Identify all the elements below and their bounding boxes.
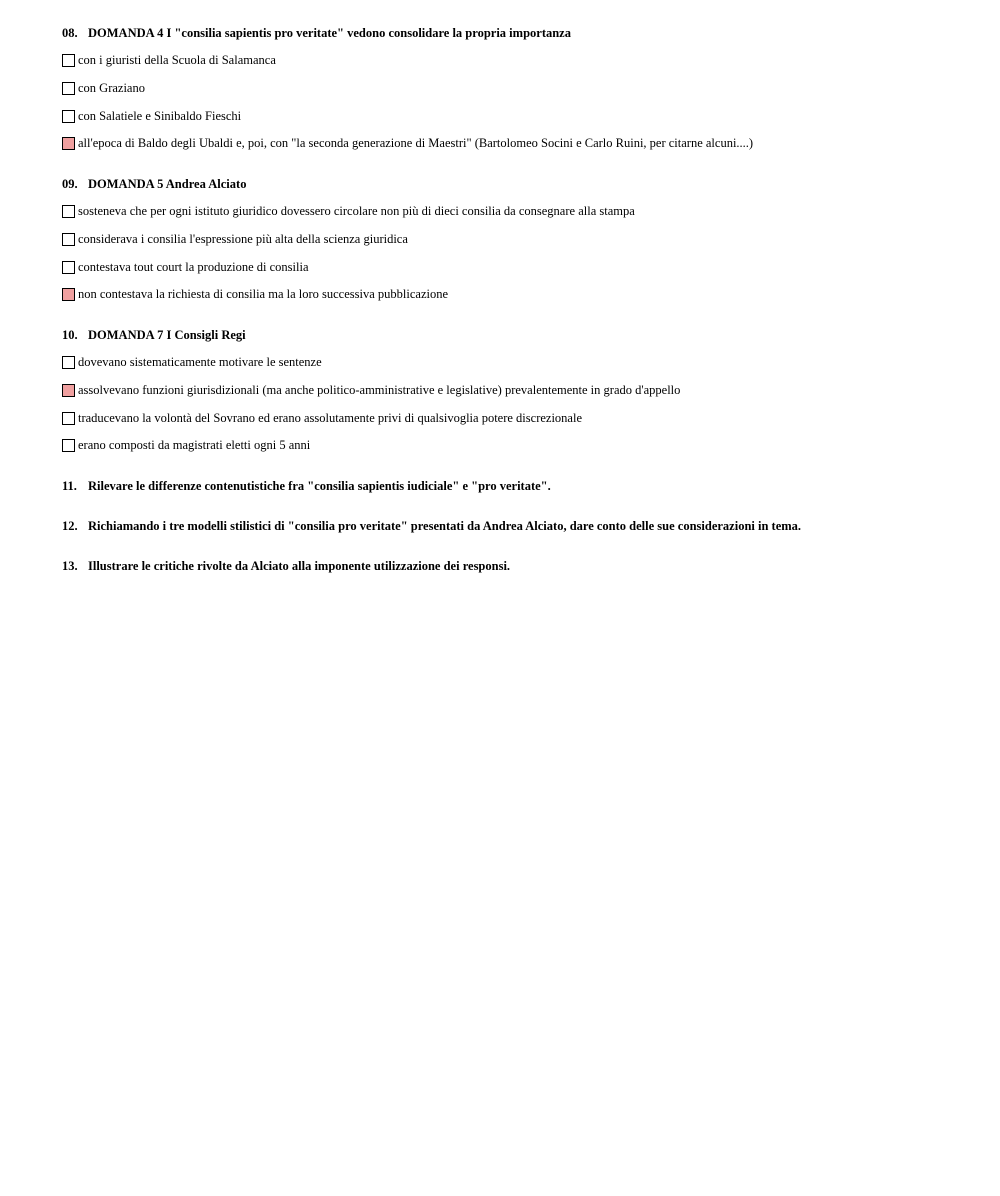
- question-text: DOMANDA 5 Andrea Alciato: [88, 177, 247, 191]
- question-number: 13.: [62, 559, 78, 573]
- option-item[interactable]: [62, 102, 982, 130]
- option-label: traducevano la volontà del Sovrano ed erano assolutamente privi di qualsivoglia potere discrezionale: [78, 410, 582, 425]
- question-11: [62, 478, 982, 494]
- option-label: contestava tout court la produzione di consilia: [78, 259, 309, 274]
- question-10: [62, 327, 982, 460]
- option-label: con i giuristi della Scuola di Salamanca: [78, 53, 276, 68]
- checkbox[interactable]: [62, 110, 75, 123]
- checkbox[interactable]: [62, 54, 75, 67]
- checkbox[interactable]: [62, 233, 75, 246]
- question-title: [62, 518, 982, 534]
- option-item[interactable]: [62, 226, 982, 254]
- question-text: Rilevare le differenze contenutistiche fra "consilia sapientis iudiciale" e "pro veritate".: [88, 479, 551, 493]
- option-label: all'epoca di Baldo degli Ubaldi e, poi, con "la seconda generazione di Maestri" (Bartolomeo Socini e Carlo Ruini, per citarne alcuni....): [78, 136, 754, 151]
- checkbox[interactable]: [62, 137, 75, 150]
- option-label: sosteneva che per ogni istituto giuridico dovessero circolare non più di dieci consilia da consegnare alla stampa: [78, 204, 635, 219]
- question-title: [62, 478, 982, 494]
- option-label: con Graziano: [78, 81, 145, 96]
- option-item[interactable]: [62, 253, 982, 281]
- question-title: [62, 558, 982, 574]
- question-12: [62, 518, 982, 534]
- option-label: dovevano sistematicamente motivare le sentenze: [78, 355, 322, 370]
- option-label: assolvevano funzioni giurisdizionali (ma anche politico-amministrative e legislative) prevalentemente in grado d'appello: [78, 383, 681, 398]
- checkbox[interactable]: [62, 439, 75, 452]
- question-title: [62, 176, 982, 192]
- question-text: Richiamando i tre modelli stilistici di "consilia pro veritate" presentati da Andrea Alciato, dare conto delle sue considerazioni in tema.: [88, 519, 802, 533]
- option-item[interactable]: [62, 404, 982, 432]
- option-item[interactable]: [62, 47, 982, 75]
- question-number: 09.: [62, 177, 78, 191]
- option-list: [62, 349, 982, 460]
- option-item[interactable]: [62, 281, 982, 309]
- option-label: erano composti da magistrati eletti ogni 5 anni: [78, 438, 311, 453]
- question-title: [62, 327, 982, 343]
- option-item[interactable]: [62, 75, 982, 103]
- option-item[interactable]: [62, 432, 982, 460]
- option-item[interactable]: [62, 349, 982, 377]
- question-08: [62, 25, 982, 158]
- option-item[interactable]: [62, 130, 982, 158]
- question-13: [62, 558, 982, 574]
- checkbox[interactable]: [62, 261, 75, 274]
- question-number: 11.: [62, 479, 77, 493]
- checkbox[interactable]: [62, 205, 75, 218]
- option-list: [62, 47, 982, 158]
- checkbox[interactable]: [62, 412, 75, 425]
- question-text: DOMANDA 7 I Consigli Regi: [88, 328, 246, 342]
- checkbox[interactable]: [62, 356, 75, 369]
- checkbox[interactable]: [62, 384, 75, 397]
- question-number: 10.: [62, 328, 78, 342]
- question-09: [62, 176, 982, 309]
- option-label: considerava i consilia l'espressione più alta della scienza giuridica: [78, 232, 408, 247]
- option-item[interactable]: [62, 377, 982, 405]
- option-label: non contestava la richiesta di consilia ma la loro successiva pubblicazione: [78, 287, 449, 302]
- question-text: Illustrare le critiche rivolte da Alciato alla imponente utilizzazione dei responsi.: [88, 559, 511, 573]
- question-text: DOMANDA 4 I "consilia sapientis pro veritate" vedono consolidare la propria importanza: [88, 26, 571, 40]
- checkbox[interactable]: [62, 288, 75, 301]
- question-title: [62, 25, 982, 41]
- option-label: con Salatiele e Sinibaldo Fieschi: [78, 108, 242, 123]
- option-list: [62, 198, 982, 309]
- question-number: 08.: [62, 26, 78, 40]
- question-number: 12.: [62, 519, 78, 533]
- checkbox[interactable]: [62, 82, 75, 95]
- option-item[interactable]: [62, 198, 982, 226]
